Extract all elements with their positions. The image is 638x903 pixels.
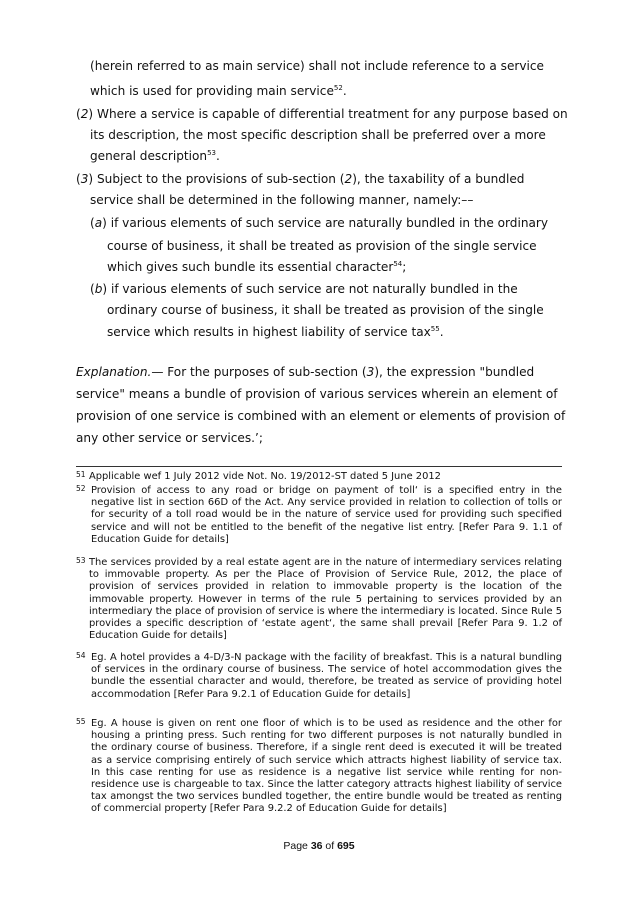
body-line: service shall be determined in the following manner, namely:–– [90,193,474,207]
footnote-text: Eg. A house is given on rent one floor of which is to be used as residence and the other for housing a printing press. Such renting for two different purposes is not naturally bundled in the ordinary course of business. Therefore, if a single rent deed is executed it will be treated as a service comprising entirely of such service which attracts highest liability of service tax. In this case renting for use as residence is a negative list service while renting for non-residence use is chargeable to tax. Since the latter category attracts highest liability of service tax amongst the two services bundled together, the entire bundle would be treated as renting of commercial property [Refer Para 9.2.2 of Education Guide for details] [91,718,562,815]
body-line: which is used for providing main service$^{52}$. [90,83,347,98]
body-line: (herein referred to as main service) shall not include reference to a service [90,59,544,73]
body-line: (2) Where a service is capable of differential treatment for any purpose based on [76,107,568,121]
footnote-text: The services provided by a real estate agent are in the nature of intermediary services relating to immovable property. As per the Place of Provision of Service Rule, 2012, the place of provision of services provided in relation to immovable property is the location of the immovable property. However in terms of the rule 5 pertaining to services provided by an intermediary the place of provision of service is where the intermediary is located. Since Rule 5 provides a specific description of ‘estate agent‘, the same shall prevail [Refer Para 9. 1.2 of Education Guide for details] [89,557,562,642]
page-label: Page [283,840,311,852]
of-label: of [322,840,338,852]
footnote-number: 55 [76,717,86,726]
body-line: service which results in highest liability of service tax$^{55}$. [107,324,444,339]
footnote-number: 51 [76,470,86,479]
body-line: which gives such bundle its essential character$^{54}$; [107,259,407,274]
body-line: (b) if various elements of such service are not naturally bundled in the [90,282,518,296]
footnote-separator [76,466,562,467]
footnote-ref: 55 [430,324,440,333]
body-line: its description, the most specific description shall be preferred over a more [90,128,546,142]
footnote-text: Eg. A hotel provides a 4-D/3-N package with the facility of breakfast. This is a natural bundling of services in the ordinary course of business. The service of hotel accommodation gives the bundle the essential character and would, therefore, be treated as service of providing hotel accommodation [Refer Para 9.2.1 of Education Guide for details] [91,652,562,700]
page-number: 36 [310,840,323,852]
body-line: course of business, it shall be treated as provision of the single service [107,239,537,253]
footnote-ref: 52 [333,83,343,92]
footnote-number: 53 [76,556,86,565]
footnote-number: 52 [76,484,86,493]
body-line: any other service or services.’; [76,431,263,445]
body-line: Explanation.— For the purposes of sub-section (3), the expression "bundled [76,365,535,379]
body-line: provision of one service is combined with an element or elements of provision of [76,409,566,423]
footnote-number: 54 [76,651,86,660]
page-total: 695 [337,840,355,852]
body-line: service" means a bundle of provision of various services wherein an element of [76,387,558,401]
footnote-ref: 53 [207,148,216,157]
body-line: general description$^{53}$. [90,148,220,163]
body-line: ordinary course of business, it shall be treated as provision of the single [107,303,544,317]
footnote-ref: 54 [393,259,403,268]
footnote-text: Provision of access to any road or bridge on payment of toll‘ is a specified entry in the negative list in section 66D of the Act. Any service provided in relation to collection of tolls or for security of a toll road would be in the nature of service used for providing such specified service and will not be entitled to the benefit of the negative list entry. [Refer Para 9. 1.1 of Education Guide for details] [91,485,562,545]
page-footer [0,840,638,852]
body-line: (a) if various elements of such service are naturally bundled in the ordinary [90,216,549,230]
footnote-text: Applicable wef 1 July 2012 vide Not. No. 19/2012-ST dated 5 June 2012 [89,471,441,482]
body-line: (3) Subject to the provisions of sub-section (2), the taxability of a bundled [76,172,525,186]
